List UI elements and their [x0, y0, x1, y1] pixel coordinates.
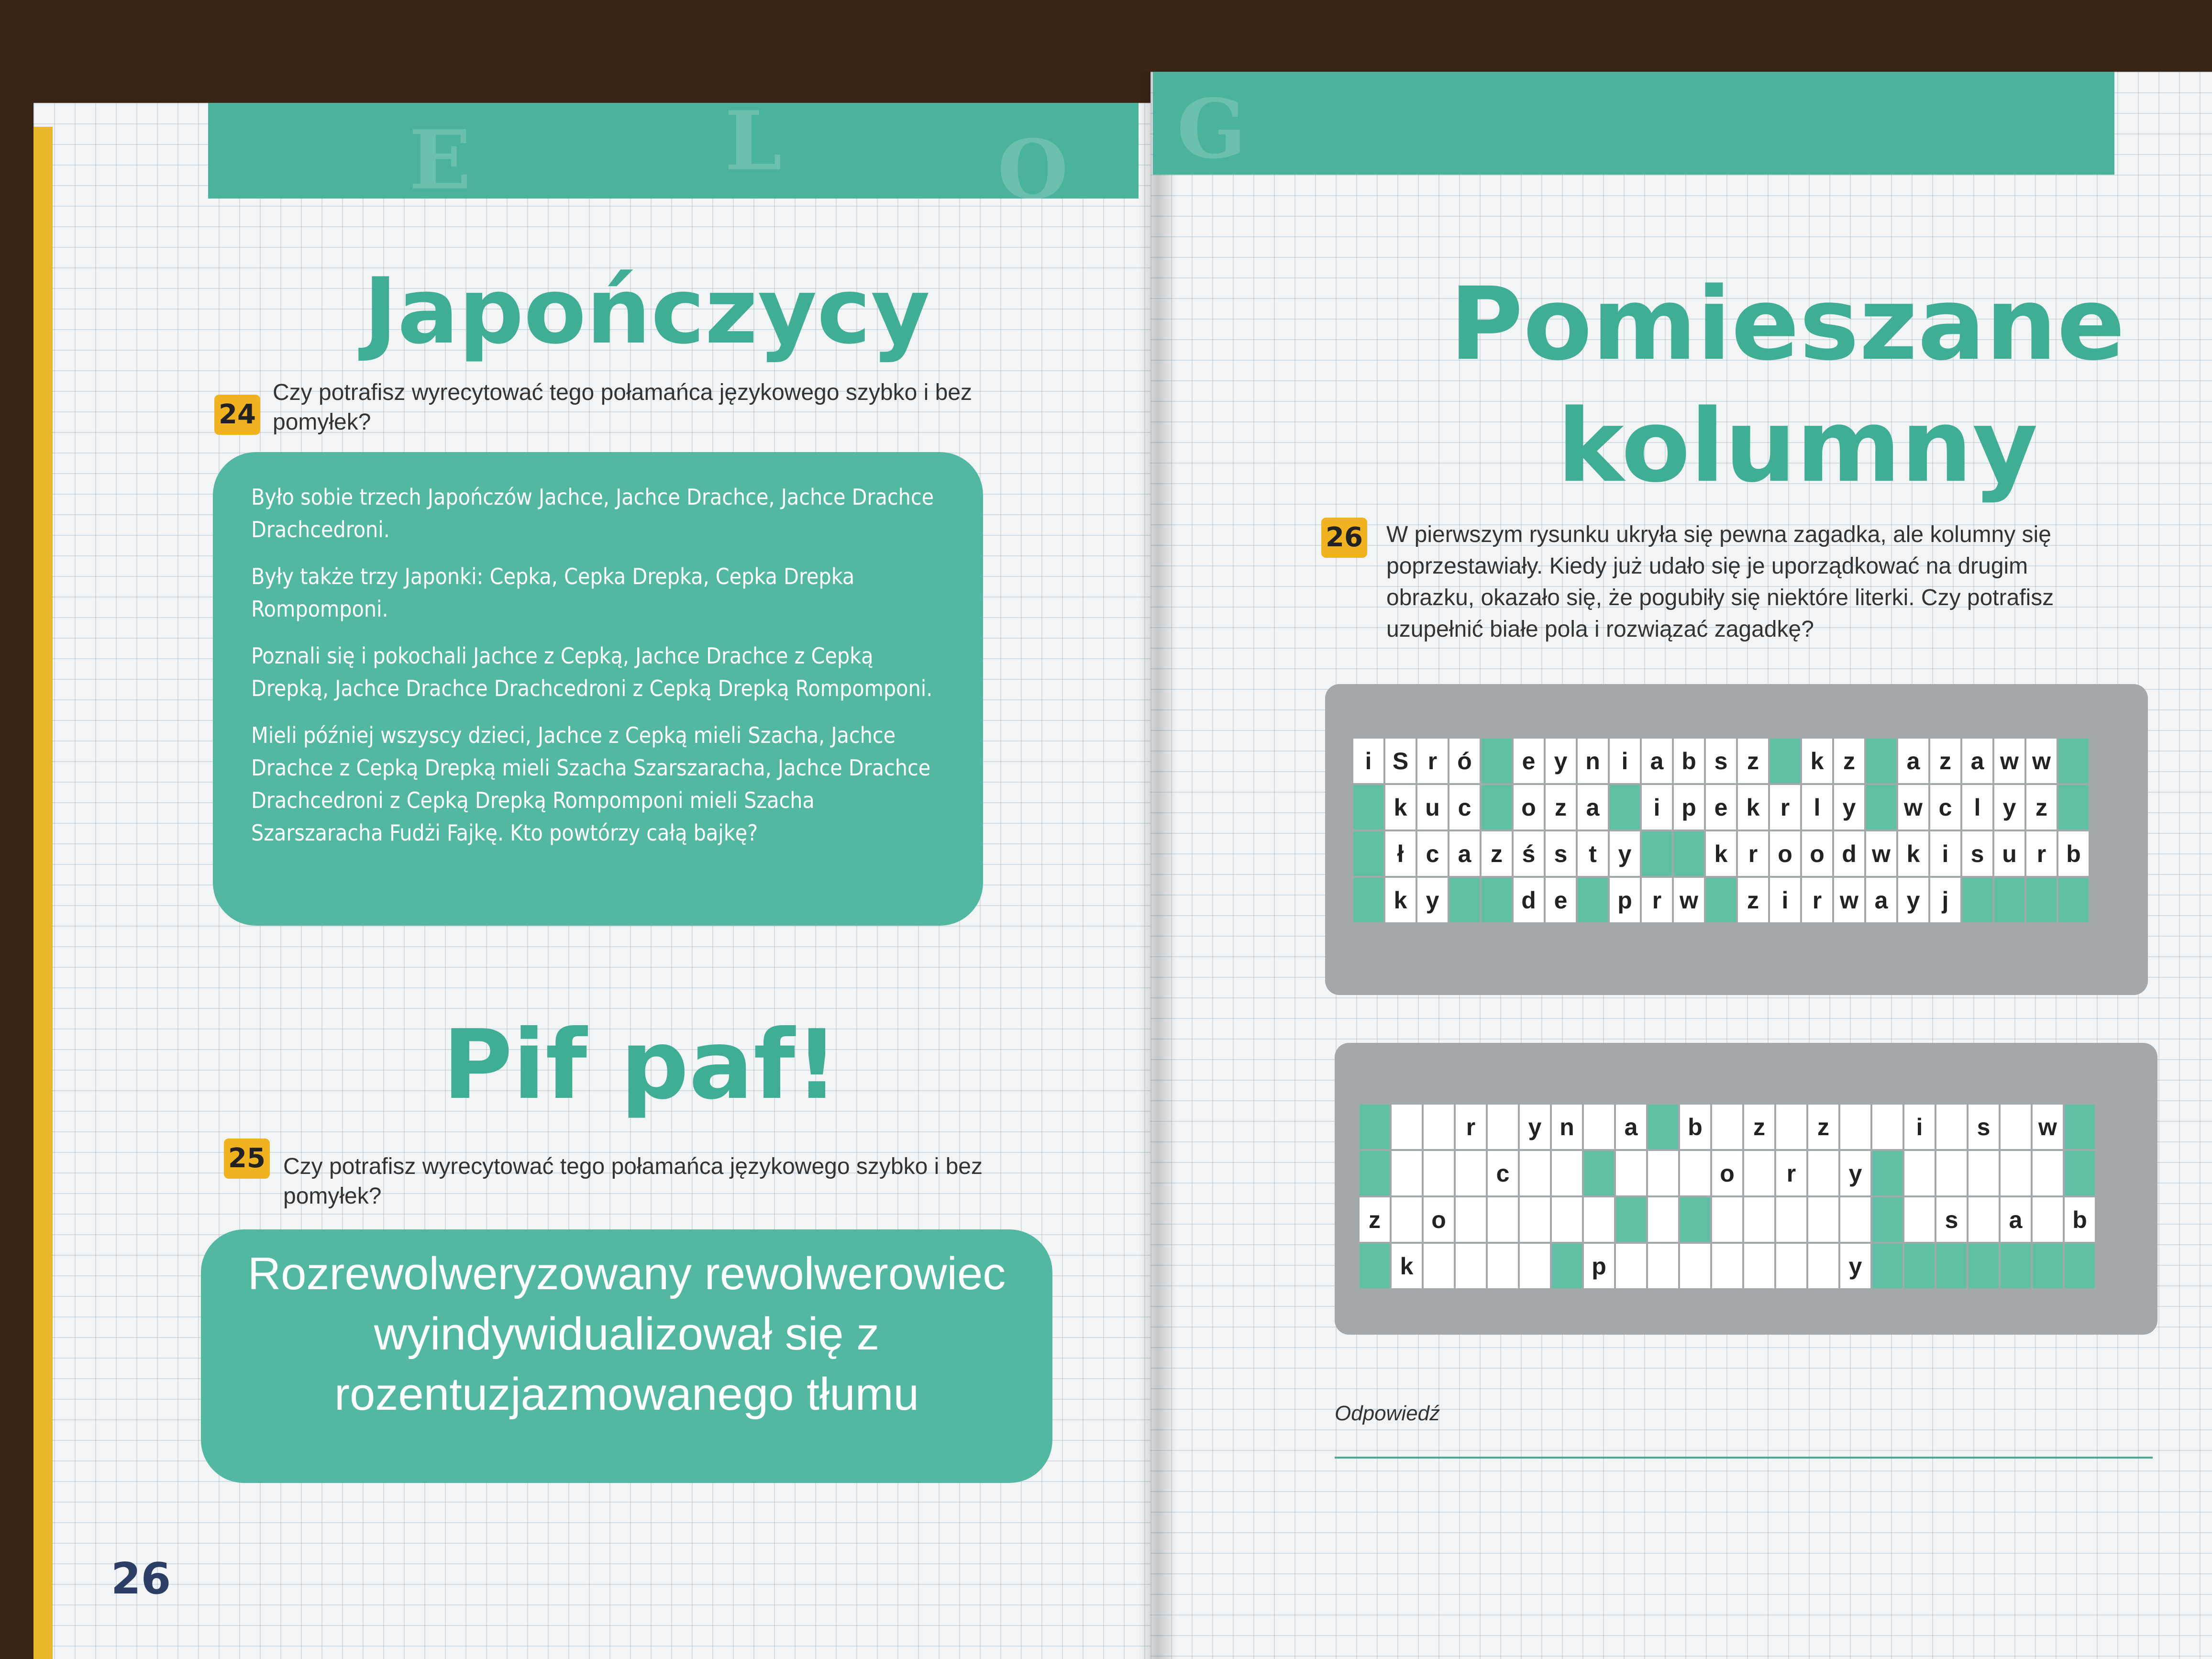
exercise-24-question: Czy potrafisz wyrecytować tego połamańca językowego szybko i bez pomyłek?	[273, 380, 972, 435]
grid-cell: s	[1961, 830, 1993, 877]
grid-cell: z	[1359, 1196, 1391, 1243]
cover-edge	[33, 127, 53, 1659]
grid-cell[interactable]	[1871, 1104, 1903, 1150]
grid-cell-shaded	[1551, 1243, 1583, 1289]
grid-cell[interactable]	[1807, 1150, 1839, 1196]
grid-cell: y	[1519, 1104, 1551, 1150]
grid-cell-shaded	[1679, 1196, 1711, 1243]
grid-cell: s	[1968, 1104, 2000, 1150]
grid-cell-shaded	[1609, 784, 1641, 830]
grid-cell: l	[1961, 784, 1993, 830]
grid-row	[1359, 1104, 2096, 1150]
grid-cell[interactable]	[1391, 1196, 1423, 1243]
band-letter: E	[409, 112, 471, 208]
grid-cell[interactable]	[1455, 1150, 1487, 1196]
grid-cell: r	[1801, 877, 1833, 923]
grid-cell-shaded	[1481, 784, 1513, 830]
poem-stanza: Były także trzy Japonki: Cepka, Cepka Drepka, Cepka Drepka Rompomponi.	[251, 564, 855, 622]
grid-cell[interactable]	[1775, 1243, 1807, 1289]
grid-row	[1352, 877, 2090, 923]
grid-cell: b	[1673, 738, 1705, 784]
grid-cell[interactable]	[1743, 1196, 1775, 1243]
grid-cell: b	[2064, 1196, 2096, 1243]
grid-cell[interactable]	[1487, 1243, 1519, 1289]
title-pomieszane: Pomieszane	[1449, 265, 2125, 383]
grid-cell: r	[1416, 738, 1449, 784]
grid-cell[interactable]	[1679, 1243, 1711, 1289]
grid-cell: a	[2000, 1196, 2032, 1243]
grid-cell-shaded	[2064, 1243, 2096, 1289]
grid-cell-shaded	[2000, 1243, 2032, 1289]
grid-cell: i	[1641, 784, 1673, 830]
grid-cell[interactable]	[1615, 1150, 1647, 1196]
exercise-26-question: W pierwszym rysunku ukryła się pewna zagadka, ale kolumny się poprzestawiały. Kiedy już udało się je uporządkować na drugim obrazku, okazało się, że pogubiły się niektóre literki. Czy potrafisz uzupełnić białe pola i rozwiązać zagadkę?	[1386, 522, 2054, 642]
grid-cell: i	[1929, 830, 1961, 877]
grid-cell: y	[1833, 784, 1865, 830]
grid-row	[1352, 830, 2090, 877]
grid-cell: c	[1929, 784, 1961, 830]
grid-cell-shaded	[1352, 877, 1384, 923]
grid-cell: i	[1903, 1104, 1936, 1150]
grid-cell-shaded	[1871, 1150, 1903, 1196]
grid-cell-shaded	[1903, 1243, 1936, 1289]
grid-cell: w	[1833, 877, 1865, 923]
grid-cell-shaded	[2057, 784, 2090, 830]
grid-cell: a	[1961, 738, 1993, 784]
grid-cell[interactable]	[1423, 1104, 1455, 1150]
header-band-right	[1153, 72, 2114, 175]
grid-cell[interactable]	[1711, 1196, 1743, 1243]
poem-stanza: Było sobie trzech Japończów Jachce, Jachce Drachce, Jachce Drachce Drachcedroni.	[251, 484, 934, 542]
grid-cell-shaded	[1641, 830, 1673, 877]
grid-cell[interactable]	[1647, 1243, 1679, 1289]
grid-cell: s	[1705, 738, 1737, 784]
grid-cell: l	[1801, 784, 1833, 830]
tongue-twister-text: Rozrewolweryzowany rewolwerowiec wyindywidualizował się z rozentuzjazmowanego tłumu	[247, 1248, 1006, 1420]
grid-cell: o	[1711, 1150, 1743, 1196]
grid-cell[interactable]	[1487, 1104, 1519, 1150]
poem-stanza: Poznali się i pokochali Jachce z Cepką, Jachce Drachce z Cepką Drepką, Jachce Drachce Drachcedroni z Cepką Drepką Rompomponi.	[251, 643, 933, 701]
grid-cell[interactable]	[1391, 1104, 1423, 1150]
grid-cell: i	[1769, 877, 1801, 923]
grid-cell: z	[1737, 877, 1769, 923]
answer-letter-grid[interactable]	[1358, 1103, 2097, 1290]
band-letter: G	[1177, 81, 1247, 177]
grid-cell: y	[1839, 1243, 1871, 1289]
grid-cell[interactable]	[1519, 1196, 1551, 1243]
grid-cell: n	[1577, 738, 1609, 784]
grid-cell-shaded	[1583, 1150, 1615, 1196]
grid-cell[interactable]	[1775, 1104, 1807, 1150]
grid-cell[interactable]	[1711, 1104, 1743, 1150]
grid-cell-shaded	[1352, 830, 1384, 877]
grid-cell[interactable]	[1519, 1150, 1551, 1196]
grid-cell: c	[1416, 830, 1449, 877]
grid-row	[1359, 1196, 2096, 1243]
grid-cell[interactable]	[1647, 1150, 1679, 1196]
grid-cell-shaded	[2025, 877, 2057, 923]
grid-cell-shaded	[2064, 1104, 2096, 1150]
grid-cell[interactable]	[1903, 1150, 1936, 1196]
grid-cell: w	[2025, 738, 2057, 784]
grid-cell: S	[1384, 738, 1416, 784]
exercise-number-25: 25	[224, 1139, 270, 1179]
grid-cell: s	[1545, 830, 1577, 877]
grid-cell: o	[1513, 784, 1545, 830]
grid-row	[1352, 784, 2090, 830]
grid-cell[interactable]	[1583, 1104, 1615, 1150]
grid-cell[interactable]	[1679, 1150, 1711, 1196]
grid-cell-shaded	[2057, 877, 2090, 923]
grid-cell: ł	[1384, 830, 1416, 877]
grid-cell-shaded	[1352, 784, 1384, 830]
grid-cell[interactable]	[1391, 1150, 1423, 1196]
grid-cell: o	[1423, 1196, 1455, 1243]
grid-cell: k	[1737, 784, 1769, 830]
grid-cell[interactable]	[1519, 1243, 1551, 1289]
grid-cell[interactable]	[1423, 1243, 1455, 1289]
grid-cell: a	[1615, 1104, 1647, 1150]
grid-cell: k	[1801, 738, 1833, 784]
grid-cell: z	[1737, 738, 1769, 784]
grid-cell-shaded	[1449, 877, 1481, 923]
grid-cell[interactable]	[1551, 1150, 1583, 1196]
grid-cell[interactable]	[1743, 1150, 1775, 1196]
grid-cell-shaded	[1705, 877, 1737, 923]
grid-cell[interactable]	[1839, 1196, 1871, 1243]
grid-cell: k	[1384, 877, 1416, 923]
grid-cell: r	[1737, 830, 1769, 877]
grid-cell: n	[1551, 1104, 1583, 1150]
grid-cell-shaded	[1968, 1243, 2000, 1289]
grid-cell: e	[1705, 784, 1737, 830]
grid-cell: c	[1487, 1150, 1519, 1196]
grid-cell: r	[2025, 830, 2057, 877]
answer-line[interactable]	[1335, 1457, 2153, 1459]
grid-cell[interactable]	[1583, 1196, 1615, 1243]
grid-cell: y	[1993, 784, 2025, 830]
grid-cell-shaded	[1359, 1150, 1391, 1196]
grid-cell: a	[1449, 830, 1481, 877]
band-letter: L	[725, 93, 782, 189]
grid-cell: w	[1993, 738, 2025, 784]
grid-cell-shaded	[1615, 1196, 1647, 1243]
grid-cell: r	[1769, 784, 1801, 830]
grid-cell[interactable]	[1936, 1150, 1968, 1196]
grid-cell-shaded	[1936, 1243, 1968, 1289]
grid-cell: z	[1545, 784, 1577, 830]
scrambled-letter-grid	[1351, 737, 2090, 924]
title-kolumny: kolumny	[1557, 387, 2038, 505]
grid-cell: ś	[1513, 830, 1545, 877]
grid-cell[interactable]	[1743, 1243, 1775, 1289]
grid-cell: p	[1609, 877, 1641, 923]
grid-cell: z	[1481, 830, 1513, 877]
header-band-left	[208, 93, 1139, 218]
grid-cell: k	[1384, 784, 1416, 830]
grid-cell: u	[1993, 830, 2025, 877]
page-number: 26	[111, 1554, 171, 1604]
grid-cell: y	[1416, 877, 1449, 923]
grid-cell-shaded	[1865, 784, 1897, 830]
grid-cell[interactable]	[1711, 1243, 1743, 1289]
grid-cell[interactable]	[1775, 1196, 1807, 1243]
grid-cell[interactable]	[2032, 1196, 2064, 1243]
exercise-number-26: 26	[1321, 518, 1367, 558]
grid-cell: a	[1641, 738, 1673, 784]
grid-cell[interactable]	[1551, 1196, 1583, 1243]
grid-cell: b	[2057, 830, 2090, 877]
grid-cell-shaded	[1673, 830, 1705, 877]
grid-cell[interactable]	[1423, 1150, 1455, 1196]
grid-cell: t	[1577, 830, 1609, 877]
grid-cell: a	[1865, 877, 1897, 923]
grid-cell[interactable]	[1455, 1196, 1487, 1243]
grid-cell: u	[1416, 784, 1449, 830]
grid-cell: k	[1391, 1243, 1423, 1289]
grid-cell-shaded	[1359, 1104, 1391, 1150]
grid-row	[1352, 738, 2090, 784]
grid-cell: j	[1929, 877, 1961, 923]
grid-cell: y	[1609, 830, 1641, 877]
grid-cell: k	[1897, 830, 1929, 877]
grid-cell: y	[1897, 877, 1929, 923]
poem-text	[251, 481, 950, 863]
grid-cell: y	[1545, 738, 1577, 784]
grid-cell[interactable]	[1968, 1196, 2000, 1243]
grid-row	[1359, 1243, 2096, 1289]
grid-cell-shaded	[1993, 877, 2025, 923]
grid-cell: o	[1769, 830, 1801, 877]
grid-row	[1359, 1150, 2096, 1196]
grid-cell[interactable]	[1968, 1150, 2000, 1196]
grid-cell-shaded	[1961, 877, 1993, 923]
grid-cell[interactable]	[1615, 1243, 1647, 1289]
grid-cell: w	[1897, 784, 1929, 830]
grid-cell: b	[1679, 1104, 1711, 1150]
grid-cell: e	[1545, 877, 1577, 923]
grid-cell: z	[1743, 1104, 1775, 1150]
grid-cell: z	[1833, 738, 1865, 784]
grid-cell[interactable]	[1839, 1104, 1871, 1150]
grid-cell-shaded	[1871, 1196, 1903, 1243]
grid-cell: z	[1929, 738, 1961, 784]
grid-cell[interactable]	[1455, 1243, 1487, 1289]
grid-cell[interactable]	[2032, 1150, 2064, 1196]
grid-cell: c	[1449, 784, 1481, 830]
grid-cell: p	[1673, 784, 1705, 830]
grid-cell-shaded	[2057, 738, 2090, 784]
grid-cell: z	[2025, 784, 2057, 830]
grid-cell: a	[1897, 738, 1929, 784]
exercise-25-question: Czy potrafisz wyrecytować tego połamańca językowego szybko i bez pomyłek?	[283, 1154, 983, 1209]
grid-cell: k	[1705, 830, 1737, 877]
grid-cell-shaded	[1577, 877, 1609, 923]
grid-cell-shaded	[1871, 1243, 1903, 1289]
exercise-number-24: 24	[214, 395, 260, 435]
grid-cell[interactable]	[1807, 1243, 1839, 1289]
grid-cell[interactable]	[1903, 1196, 1936, 1243]
grid-cell: o	[1801, 830, 1833, 877]
band-letter: O	[997, 122, 1069, 218]
grid-cell[interactable]	[1807, 1196, 1839, 1243]
grid-cell: w	[1673, 877, 1705, 923]
grid-cell: i	[1352, 738, 1384, 784]
poem-stanza: Mieli później wszyscy dzieci, Jachce z Cepką mieli Szacha, Jachce Drachce z Cepką Drepką mieli Szacha Szarszaracha, Jachce Drachce Drachcedroni z Cepką Drepką Rompomponi mieli Szacha Szarszaracha Fudżi Fajkę. Kto powtórzy całą bajkę?	[251, 722, 931, 846]
grid-cell[interactable]	[2000, 1104, 2032, 1150]
grid-cell[interactable]	[1647, 1196, 1679, 1243]
grid-cell: z	[1807, 1104, 1839, 1150]
grid-cell-shaded	[1359, 1243, 1391, 1289]
grid-cell[interactable]	[1936, 1104, 1968, 1150]
grid-cell: r	[1455, 1104, 1487, 1150]
answer-label: Odpowiedź	[1335, 1402, 1440, 1425]
title-pif-paf: Pif paf!	[442, 1009, 839, 1121]
grid-cell-shaded	[1647, 1104, 1679, 1150]
grid-cell: i	[1609, 738, 1641, 784]
grid-cell: a	[1577, 784, 1609, 830]
grid-cell: ó	[1449, 738, 1481, 784]
grid-cell: w	[1865, 830, 1897, 877]
grid-cell: s	[1936, 1196, 1968, 1243]
grid-cell: d	[1833, 830, 1865, 877]
grid-cell: r	[1641, 877, 1673, 923]
grid-cell-shaded	[2032, 1243, 2064, 1289]
book-spine	[1139, 72, 1177, 1659]
grid-cell-shaded	[1769, 738, 1801, 784]
title-japonczycy: Japończycy	[364, 258, 930, 364]
grid-cell-shaded	[1481, 738, 1513, 784]
grid-cell[interactable]	[1487, 1196, 1519, 1243]
grid-cell[interactable]	[2000, 1150, 2032, 1196]
grid-cell: r	[1775, 1150, 1807, 1196]
grid-cell: p	[1583, 1243, 1615, 1289]
grid-cell-shaded	[1865, 738, 1897, 784]
grid-cell: y	[1839, 1150, 1871, 1196]
grid-cell: w	[2032, 1104, 2064, 1150]
grid-cell-shaded	[1481, 877, 1513, 923]
grid-cell: d	[1513, 877, 1545, 923]
grid-cell-shaded	[2064, 1150, 2096, 1196]
grid-cell: e	[1513, 738, 1545, 784]
